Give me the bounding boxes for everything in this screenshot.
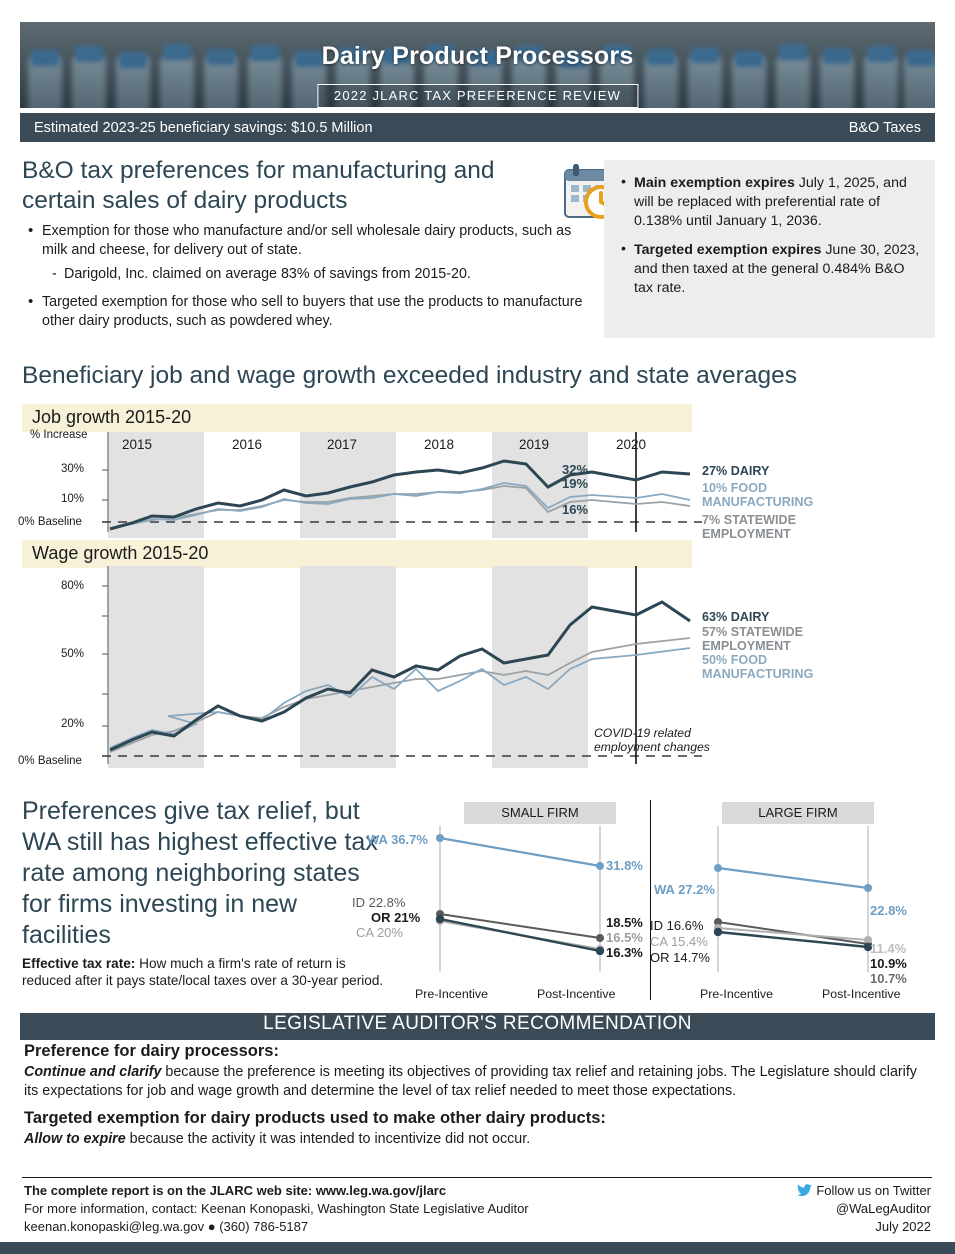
annotation-16: 16% bbox=[562, 502, 589, 517]
small-firm-wa-pre: WA 36.7% bbox=[367, 832, 428, 847]
series-label-food-manufacturing-jobs: 10% FOOD MANUFACTURING bbox=[702, 481, 814, 509]
small-firm-or-pre: OR 21% bbox=[371, 910, 421, 925]
chart-title-large-firm: LARGE FIRM bbox=[722, 802, 874, 824]
series-label-dairy-jobs: 27% DAIRY bbox=[702, 464, 770, 478]
x-tick-2016: 2016 bbox=[232, 437, 263, 452]
savings-estimate: Estimated 2023-25 beneficiary savings: $10.5 Million bbox=[34, 119, 373, 136]
publication-date: July 2022 bbox=[875, 1219, 931, 1234]
twitter-follow-text: Follow us on Twitter bbox=[816, 1183, 931, 1198]
recommendation-text-1 bbox=[24, 1063, 929, 1100]
annotation-covid: COVID-19 related employment changes bbox=[594, 726, 710, 754]
series-label-dairy-wage: 63% DAIRY bbox=[702, 610, 770, 624]
small-firm-x-post: Post-Incentive bbox=[537, 987, 616, 1001]
recommendation-heading-2: Targeted exemption for dairy products used to make other dairy products: bbox=[24, 1109, 606, 1127]
large-firm-x-pre: Pre-Incentive bbox=[700, 987, 774, 1001]
footer-left bbox=[24, 1182, 724, 1236]
x-tick-2020: 2020 bbox=[616, 437, 647, 452]
y-tick-baseline-wage: 0% Baseline bbox=[18, 755, 82, 767]
note-text: How much a firm's rate of return is reduced after it pays state/local taxes over a 30-year period. bbox=[22, 956, 384, 988]
page-title: Dairy Product Processors bbox=[321, 42, 634, 70]
callout-item-targeted-exemption bbox=[634, 241, 921, 298]
recommendation-rest-1: because the preference is meeting its objectives of providing tax relief and retaining jobs. The Legislature should clarify its expectations for job and wage growth and determine the level of tax relief needed to meet those expectations. bbox=[24, 1064, 917, 1099]
callout-bold-main: Main exemption expires bbox=[634, 175, 795, 191]
recommendation-heading-1: Preference for dairy processors: bbox=[24, 1042, 279, 1060]
recommendation-text-2 bbox=[24, 1130, 929, 1149]
section-title-tax-relief: Preferences give tax relief, but WA still has highest effective tax rate among neighboring states for firms investing in new facilities bbox=[22, 797, 378, 949]
review-subtitle: 2022 JLARC TAX PREFERENCE REVIEW bbox=[317, 84, 638, 108]
note-bold: Effective tax rate: bbox=[22, 956, 136, 971]
small-firm-ca-post: 16.5% bbox=[606, 930, 643, 945]
y-tick-20-wage: 20% bbox=[60, 718, 84, 730]
twitter-icon bbox=[797, 1184, 812, 1197]
twitter-handle[interactable]: @WaLegAuditor bbox=[835, 1201, 931, 1216]
tax-type-label: B&O Taxes bbox=[848, 119, 921, 136]
large-firm-ca-pre: CA 15.4% bbox=[650, 934, 708, 949]
recommendation-action-2: Allow to expire bbox=[24, 1131, 126, 1147]
callout-item-main-exemption bbox=[634, 174, 921, 231]
series-label-statewide-wage: 57% STATEWIDE EMPLOYMENT bbox=[702, 625, 803, 653]
savings-bar bbox=[20, 113, 935, 142]
recommendation-action-1: Continue and clarify bbox=[24, 1064, 162, 1080]
small-firm-wa-post: 31.8% bbox=[606, 858, 643, 873]
x-tick-2015: 2015 bbox=[122, 437, 153, 452]
y-tick-30: 30% bbox=[60, 463, 84, 475]
large-firm-ca-post: 11.4% bbox=[870, 941, 907, 956]
x-tick-2019: 2019 bbox=[519, 437, 550, 452]
list-item: - Darigold, Inc. claimed on average 83% of savings from 2015-20. bbox=[64, 265, 596, 284]
callout-bold-targeted: Targeted exemption expires bbox=[634, 242, 822, 258]
large-firm-wa-post: 22.8% bbox=[870, 903, 907, 918]
section-title-growth: Beneficiary job and wage growth exceeded industry and state averages bbox=[22, 362, 797, 389]
intro-bullet-list bbox=[26, 222, 596, 340]
chart-title-wage-growth: Wage growth 2015-20 bbox=[22, 540, 692, 568]
chart-title-small-firm: SMALL FIRM bbox=[464, 802, 616, 824]
twitter-row[interactable] bbox=[711, 1182, 931, 1200]
footer-divider bbox=[22, 1177, 932, 1178]
recommendation-rest-2: because the activity it was intended to incentivize did not occur. bbox=[125, 1131, 531, 1147]
list-item: • Targeted exemption for those who sell to buyers that use the products to manufacture other dairy products, such as powdered whey. bbox=[42, 293, 596, 331]
bottom-accent-bar bbox=[0, 1242, 955, 1254]
footer-right bbox=[711, 1182, 931, 1236]
expiration-callout bbox=[604, 160, 935, 338]
small-firm-x-pre: Pre-Incentive bbox=[415, 987, 489, 1001]
y-tick-50-wage: 50% bbox=[60, 648, 84, 660]
annotation-32: 32% bbox=[562, 462, 589, 477]
x-tick-2018: 2018 bbox=[424, 437, 455, 452]
series-label-statewide-jobs: 7% STATEWIDE EMPLOYMENT bbox=[702, 513, 796, 541]
large-firm-or-post: 10.7% bbox=[870, 971, 907, 986]
chart-title-job-growth: Job growth 2015-20 bbox=[22, 404, 692, 432]
small-firm-id-post: 18.5% bbox=[606, 915, 643, 930]
large-firm-or-pre: OR 14.7% bbox=[650, 950, 710, 965]
series-label-food-manufacturing-wage: 50% FOOD MANUFACTURING bbox=[702, 653, 814, 681]
hero-banner bbox=[20, 22, 935, 108]
annotation-19: 19% bbox=[562, 476, 589, 491]
y-tick-80-wage: 80% bbox=[60, 580, 84, 592]
footer-email-phone[interactable]: keenan.konopaski@leg.wa.gov ● (360) 786-5187 bbox=[24, 1219, 309, 1234]
x-tick-2017: 2017 bbox=[327, 437, 358, 452]
footer-report-link[interactable]: The complete report is on the JLARC web site: www.leg.wa.gov/jlarc bbox=[24, 1183, 447, 1198]
callout-text-targeted: June 30, 2023, and then taxed at the general 0.484% B&O tax rate. bbox=[634, 242, 920, 296]
large-firm-id-post: 10.9% bbox=[870, 956, 907, 971]
chart-divider bbox=[650, 800, 651, 1000]
recommendation-bar: LEGISLATIVE AUDITOR'S RECOMMENDATION bbox=[20, 1013, 935, 1040]
y-tick-baseline: 0% Baseline bbox=[18, 516, 82, 528]
large-firm-x-post: Post-Incentive bbox=[822, 987, 901, 1001]
large-firm-id-pre: ID 16.6% bbox=[650, 918, 704, 933]
list-item: • Exemption for those who manufacture and/or sell wholesale dairy products, such as milk and cheese, for delivery out of state. bbox=[42, 222, 596, 260]
small-firm-or-post: 16.3% bbox=[606, 945, 643, 960]
large-firm-wa-pre: WA 27.2% bbox=[654, 882, 715, 897]
small-firm-id-pre: ID 22.8% bbox=[352, 895, 406, 910]
recommendation-body bbox=[24, 1042, 929, 1158]
small-firm-ca-pre: CA 20% bbox=[356, 925, 403, 940]
footer-contact: For more information, contact: Keenan Konopaski, Washington State Legislative Auditor bbox=[24, 1201, 529, 1216]
callout-text-main: July 1, 2025, and will be replaced with preferential rate of 0.138% until January 1, 2036. bbox=[634, 175, 907, 229]
section-title-preferences: B&O tax preferences for manufacturing and certain sales of dairy products bbox=[22, 157, 495, 214]
chart-ylabel-job-growth: % Increase bbox=[30, 429, 88, 441]
y-tick-10: 10% bbox=[60, 493, 84, 505]
effective-tax-rate-note bbox=[22, 955, 392, 989]
